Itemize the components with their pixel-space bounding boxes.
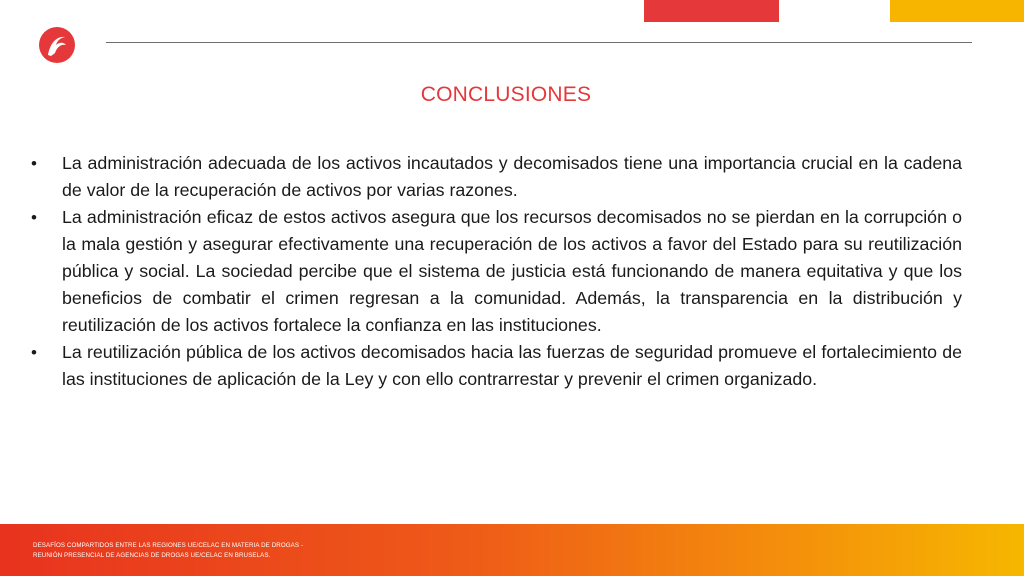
bullet-item bbox=[30, 150, 962, 204]
footer-line-1: DESAFÍOS COMPARTIDOS ENTRE LAS REGIONES UE/CELAC EN MATERIA DE DROGAS - bbox=[33, 542, 304, 549]
bullet-marker: • bbox=[31, 343, 37, 362]
bullet-text: La administración adecuada de los activos incautados y decomisados tiene una importancia crucial en la cadena de valor de la recuperación de activos por varias razones. bbox=[62, 153, 962, 200]
bullet-text: La administración eficaz de estos activos asegura que los recursos decomisados no se pierdan en la corrupción o la mala gestión y asegurar efectivamente una recuperación de los activos a favor del Estado para su reutilización pública y social. La sociedad percibe que el sistema de justicia está funcionando de manera equitativa y que los beneficios de combatir el crimen regresan a la comunidad. Además, la transparencia en la distribución y reutilización de los activos fortalece la confianza en las instituciones. bbox=[62, 207, 962, 335]
bullet-list bbox=[30, 150, 962, 393]
header-divider bbox=[106, 42, 972, 43]
bullet-item bbox=[30, 339, 962, 393]
top-accent-bar-yellow bbox=[890, 0, 1024, 22]
footer-line-2: REUNIÓN PRESENCIAL DE AGENCIAS DE DROGAS UE/CELAC EN BRUSELAS. bbox=[33, 552, 271, 559]
bullet-text: La reutilización pública de los activos decomisados hacia las fuerzas de seguridad promueve el fortalecimiento de las instituciones de aplicación de la Ley y con ello contrarrestar y prevenir el crimen organizado. bbox=[62, 342, 962, 389]
footer-band bbox=[0, 524, 1024, 576]
bullet-marker: • bbox=[31, 154, 37, 173]
bullet-item bbox=[30, 204, 962, 339]
bullet-marker: • bbox=[31, 208, 37, 227]
brand-logo-icon bbox=[38, 26, 76, 64]
slide-title: CONCLUSIONES bbox=[420, 83, 592, 106]
top-accent-bar-red bbox=[644, 0, 779, 22]
footer-caption bbox=[33, 541, 303, 561]
